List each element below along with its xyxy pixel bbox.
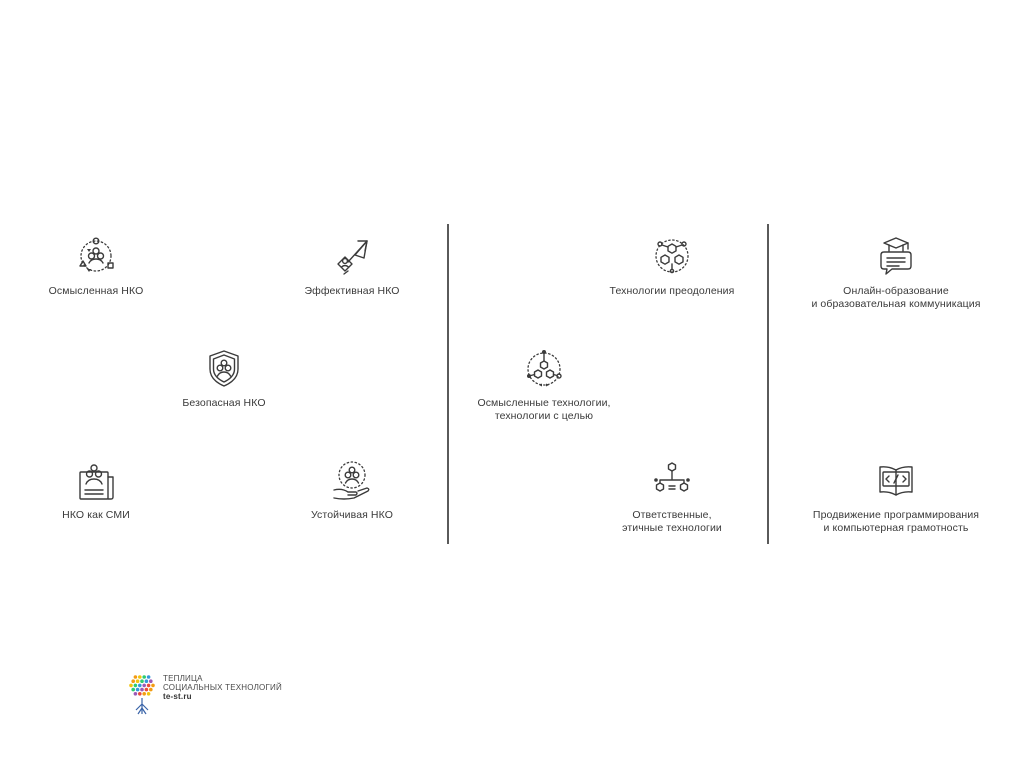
- logo-dot: [147, 684, 151, 688]
- item-label: Устойчивая НКО: [310, 509, 393, 521]
- people-cycle-icon: [74, 234, 118, 278]
- hand-people-icon: [330, 458, 374, 502]
- code-book-icon: [874, 458, 918, 502]
- item-nko-as-media: [0, 458, 216, 522]
- item-effective-nko: [232, 234, 472, 298]
- logo-dot: [131, 688, 135, 692]
- people-newspaper-icon: [74, 458, 118, 502]
- logo-dot: [138, 684, 142, 688]
- item-label: Осмысленная НКО: [48, 285, 144, 297]
- logo-dot: [145, 688, 149, 692]
- hexagon-cycle-icon: [522, 346, 566, 390]
- item-responsible-tech: [552, 458, 792, 535]
- item-label: Онлайн-образование и образовательная коммуникация: [811, 285, 981, 310]
- logo-text: [163, 674, 282, 701]
- logo-dot: [131, 679, 135, 683]
- logo-dot: [147, 692, 151, 696]
- logo-dot: [142, 675, 146, 679]
- logo-dot: [138, 675, 142, 679]
- hexagon-balance-icon: [650, 458, 694, 502]
- logo-dot: [134, 692, 138, 696]
- logo-dot: [136, 679, 140, 683]
- logo-dot: [129, 684, 133, 688]
- logo-line-2: СОЦИАЛЬНЫХ ТЕХНОЛОГИЙ: [163, 683, 282, 692]
- item-label: Продвижение программирования и компьютерная грамотность: [812, 509, 980, 534]
- item-label: Технологии преодоления: [609, 285, 735, 297]
- item-label: Эффективная НКО: [304, 285, 400, 297]
- item-online-education: [776, 234, 1016, 311]
- teplitsa-logo: [128, 674, 282, 716]
- item-sustainable-nko: [232, 458, 472, 522]
- logo-dot: [149, 688, 153, 692]
- logo-line-1: ТЕПЛИЦА: [163, 674, 203, 683]
- item-meaningful-nko: [0, 234, 216, 298]
- item-label: Осмысленные технологии, технологии с целью: [477, 397, 611, 422]
- logo-dot: [138, 692, 142, 696]
- logo-url: te-st.ru: [163, 692, 192, 701]
- logo-dot: [136, 688, 140, 692]
- logo-dot: [149, 679, 153, 683]
- graduation-chat-icon: [874, 234, 918, 278]
- logo-dot: [140, 679, 144, 683]
- logo-dot: [140, 688, 144, 692]
- item-label: НКО как СМИ: [62, 509, 130, 521]
- logo-dot: [134, 675, 138, 679]
- logo-dot: [145, 679, 149, 683]
- logo-dot: [142, 684, 146, 688]
- logo-dot: [151, 684, 155, 688]
- logo-dot: [142, 692, 146, 696]
- item-label: Безопасная НКО: [182, 397, 266, 409]
- item-programming-promotion: [776, 458, 1016, 535]
- hexagon-molecule-icon: [650, 234, 694, 278]
- logo-dot: [147, 675, 151, 679]
- shield-people-icon: [202, 346, 246, 390]
- item-tech-of-overcoming: [552, 234, 792, 298]
- logo-dot: [134, 684, 138, 688]
- rocket-arrow-icon: [330, 234, 374, 278]
- tree-logo-icon: [128, 674, 156, 716]
- item-safe-nko: [104, 346, 344, 410]
- item-label: Ответственные, этичные технологии: [622, 509, 722, 534]
- item-meaningful-tech: [424, 346, 664, 423]
